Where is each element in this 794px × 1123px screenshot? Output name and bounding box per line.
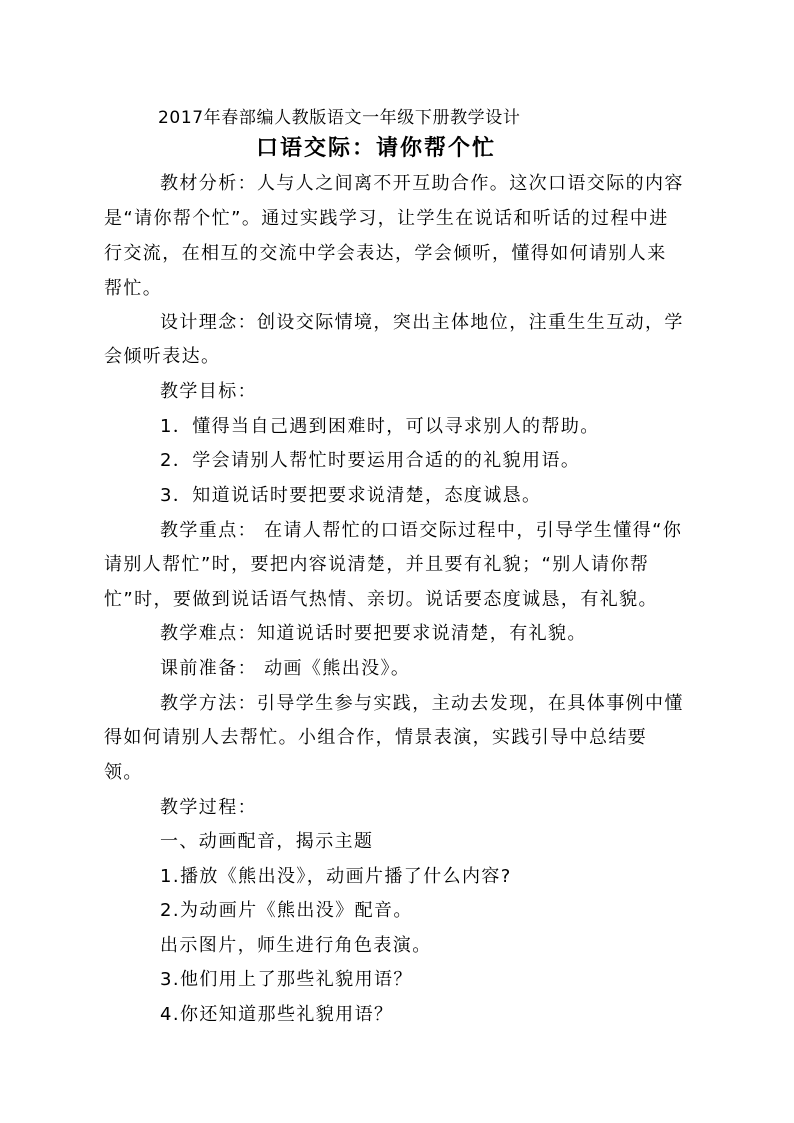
key-points-line-2: 请别人帮忙”时，要把内容说清楚，并且要有礼貌；“别人请你帮 (104, 554, 650, 575)
difficulty-line: 教学难点：知道说话时要把要求说清楚，有礼貌。 (160, 623, 587, 644)
goal-item-3: 3．知道说话时要把要求说清楚，态度诚恳。 (160, 485, 542, 506)
preparation-line: 课前准备： 动画《熊出没》。 (160, 658, 411, 679)
analysis-line-4: 帮忙。 (104, 278, 163, 299)
analysis-line-2: 是“请你帮个忙”。通过实践学习，让学生在说话和听话的过程中进 (104, 208, 669, 229)
methods-line-1: 教学方法：引导学生参与实践，主动去发现，在具体事例中懂 (160, 693, 684, 714)
key-points-line-1: 教学重点： 在请人帮忙的口语交际过程中，引导学生懂得“你 (160, 520, 683, 541)
step-2: 2.为动画片《熊出没》配音。 (160, 900, 413, 921)
key-points-line-3: 忙”时，要做到说话语气热情、亲切。说话要态度诚恳，有礼貌。 (104, 589, 658, 610)
analysis-line-3: 行交流，在相互的交流中学会表达，学会倾听，懂得如何请别人来 (104, 243, 667, 264)
goal-item-1: 1．懂得当自己遇到困难时，可以寻求别人的帮助。 (160, 416, 600, 437)
methods-line-3: 领。 (104, 762, 143, 783)
concept-line-2: 会倾听表达。 (104, 346, 221, 367)
concept-line-1: 设计理念：创设交际情境，突出主体地位，注重生生互动，学 (160, 312, 684, 333)
step-show-pictures: 出示图片，师生进行角色表演。 (160, 935, 432, 956)
document-subtitle: 2017年春部编人教版语文一年级下册教学设计 (158, 108, 521, 128)
section-one-heading: 一、动画配音，揭示主题 (160, 831, 374, 852)
goal-item-2: 2．学会请别人帮忙时要运用合适的的礼貌用语。 (160, 450, 581, 471)
document-title: 口语交际：请你帮个忙 (256, 136, 497, 161)
step-3: 3.他们用上了那些礼貌用语？ (160, 969, 413, 990)
process-heading: 教学过程： (160, 797, 257, 818)
methods-line-2: 得如何请别人去帮忙。小组合作，情景表演，实践引导中总结要 (104, 727, 648, 748)
step-1: 1.播放《熊出没》，动画片播了什么内容? (160, 866, 512, 887)
goals-heading: 教学目标： (160, 381, 257, 402)
analysis-line-1: 教材分析：人与人之间离不开互助合作。这次口语交际的内容 (160, 173, 684, 194)
step-4: 4.你还知道那些礼貌用语？ (160, 1004, 394, 1025)
